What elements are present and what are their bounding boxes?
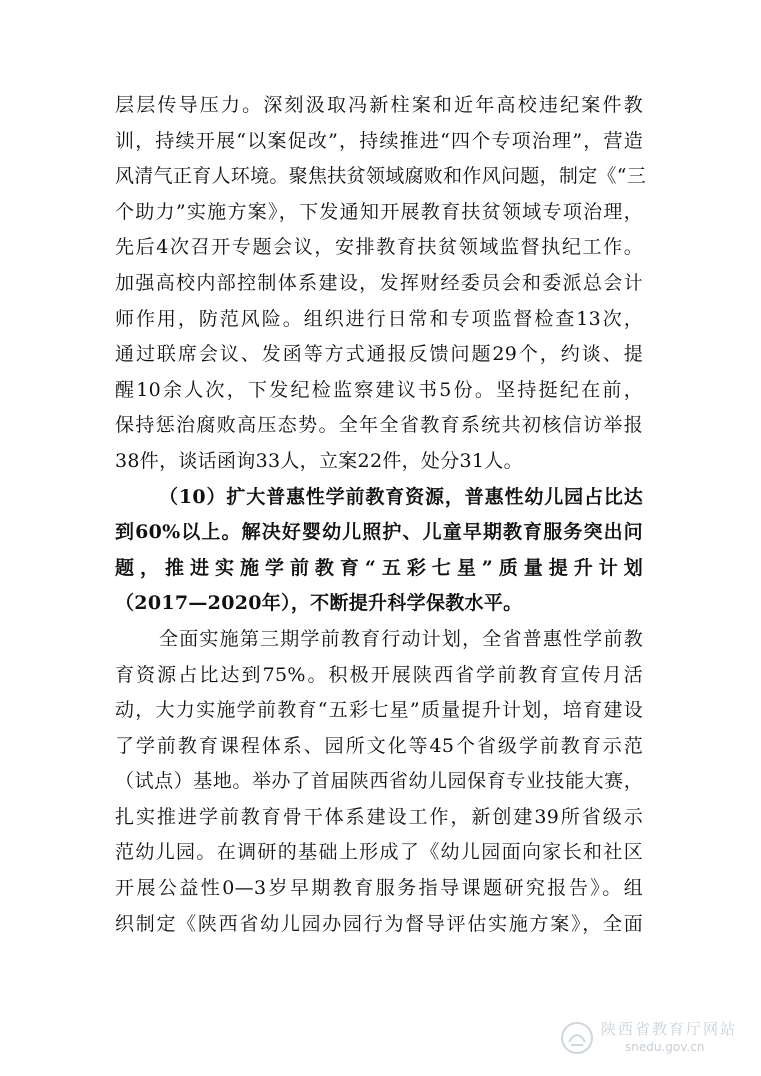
watermark-url: snedu.gov.cn [625, 1040, 705, 1054]
text-line: 动，大力实施学前教育“五彩七星”质量提升计划，培育建设 [115, 699, 643, 722]
text-line: 师作用，防范风险。组织进行日常和专项监督检查13次， [115, 307, 643, 330]
paragraph-1 [115, 88, 647, 480]
text-line: 育资源占比达到75%。积极开展陕西省学前教育宣传月活 [115, 663, 643, 686]
text-line: 开展公益性0—3岁早期教育服务指导课题研究报告》。组 [115, 877, 643, 900]
text-line: 训，持续开展“以案促改”，持续推进“四个专项治理”，营造 [115, 129, 643, 152]
heading-line: 到60%以上。解决好婴幼儿照护、儿童早期教育服务突出问 [115, 521, 643, 544]
document-page [115, 88, 647, 942]
text-line: 先后4次召开专题会议，安排教育扶贫领域监督执纪工作。 [115, 236, 643, 259]
education-logo-icon [559, 1020, 595, 1056]
text-line: 层层传导压力。深刻汲取冯新柱案和近年高校违纪案件教 [115, 94, 643, 116]
text-line: 通过联席会议、发函等方式通报反馈问题29个，约谈、提 [115, 343, 643, 366]
text-line: 个助力”实施方案》，下发通知开展教育扶贫领域专项治理， [115, 200, 643, 223]
text-line: 全面实施第三期学前教育行动计划，全省普惠性学前教 [159, 627, 643, 650]
text-line: 范幼儿园。在调研的基础上形成了《幼儿园面向家长和社区 [115, 841, 643, 864]
section-heading-10 [115, 480, 643, 622]
text-line: 38件，谈话函询33人，立案22件，处分31人。 [115, 449, 523, 472]
heading-line: （2017—2020年），不断提升科学保教水平。 [115, 592, 523, 615]
text-line: 风清气正育人环境。聚焦扶贫领域腐败和作风问题，制定《“三 [115, 165, 647, 188]
text-line: 了学前教育课程体系、园所文化等45个省级学前教育示范 [115, 734, 643, 757]
text-line: （试点）基地。举办了首届陕西省幼儿园保育专业技能大赛， [115, 770, 643, 793]
text-line: 保持惩治腐败高压态势。全年全省教育系统共初核信访举报 [115, 414, 643, 437]
watermark-site-name: 陕西省教育厅网站 [601, 1020, 738, 1038]
text-line: 扎实推进学前教育骨干体系建设工作，新创建39所省级示 [115, 805, 643, 828]
text-line: 醒10余人次，下发纪检监察建议书5份。坚持挺纪在前， [115, 378, 643, 401]
paragraph-2 [115, 622, 643, 942]
text-line: 织制定《陕西省幼儿园办园行为督导评估实施方案》，全面 [115, 912, 643, 935]
heading-line: （10）扩大普惠性学前教育资源，普惠性幼儿园占比达 [159, 485, 643, 508]
site-watermark [555, 1016, 755, 1060]
heading-line: 题，推进实施学前教育“五彩七星”质量提升计划 [115, 556, 643, 579]
text-line: 加强高校内部控制体系建设，发挥财经委员会和委派总会计 [115, 271, 643, 294]
